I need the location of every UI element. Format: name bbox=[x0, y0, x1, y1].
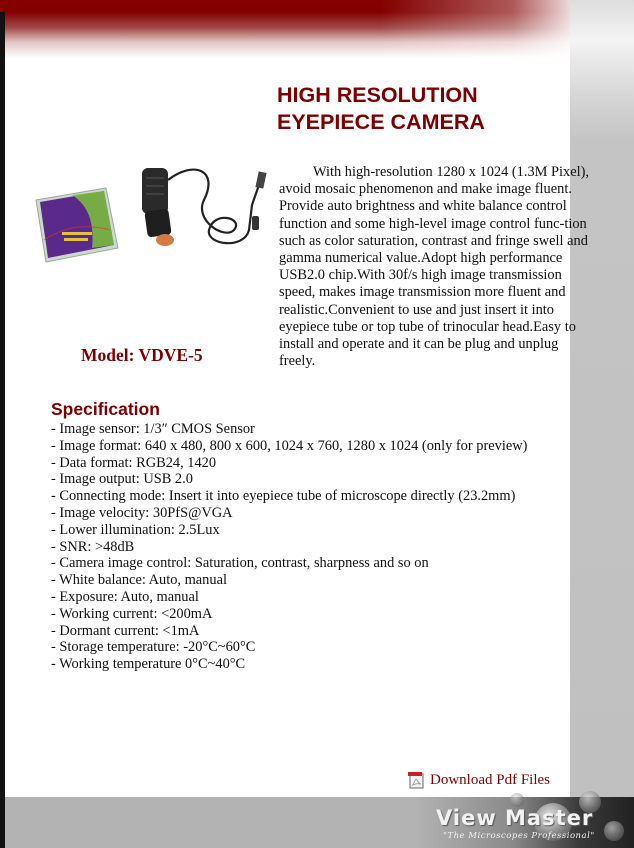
spec-item: - Camera image control: Saturation, contrast, sharpness and so on bbox=[51, 555, 429, 572]
spec-item: - Data format: RGB24, 1420 bbox=[51, 454, 217, 471]
product-image bbox=[34, 160, 274, 280]
spec-item: - Working temperature 0°C~40°C bbox=[51, 656, 246, 673]
spec-item: - Image velocity: 30PfS@VGA bbox=[51, 504, 233, 521]
specification-heading: Specification bbox=[51, 399, 160, 419]
microbe-icon bbox=[510, 793, 524, 807]
model-label: Model: VDVE-5 bbox=[81, 345, 203, 365]
title-line-2: EYEPIECE CAMERA bbox=[277, 110, 485, 134]
spec-item: - Image sensor: 1/3″ CMOS Sensor bbox=[51, 421, 255, 437]
microbe-icon bbox=[604, 821, 624, 841]
brand-logo: View Master bbox=[436, 806, 594, 830]
spec-item: - Dormant current: <1mA bbox=[51, 622, 200, 639]
brand-tagline: "The Microscopes Professional" bbox=[443, 831, 595, 841]
header-gradient-fade bbox=[380, 0, 570, 60]
spec-item: - Image output: USB 2.0 bbox=[51, 471, 193, 488]
title-line-1: HIGH RESOLUTION bbox=[277, 83, 478, 107]
download-pdf-label: Download Pdf Files bbox=[430, 771, 550, 788]
spec-item: - Lower illumination: 2.5Lux bbox=[51, 521, 220, 538]
product-description-text: With high-resolution 1280 x 1024 (1.3M Pixel), avoid mosaic phenomenon and make image fluent. Provide auto brightness and white balance control function and some high-level image control func-tion such as color saturation, contrast and fringe swell and gamma numerical value.Adopt high performance USB2.0 chip.With 30f/s high image transmission speed, makes image transmission more fluent and realistic.Convenient to use and just insert it into eyepiece tube or top tube of trinocular head.Easy to install and operate and it can be plug and unplug freely. bbox=[279, 164, 590, 370]
right-side-panel bbox=[570, 0, 634, 797]
spec-item: - SNR: >48dB bbox=[51, 538, 135, 555]
download-pdf-link[interactable] bbox=[408, 771, 550, 789]
left-border bbox=[0, 12, 5, 848]
software-cd-icon bbox=[36, 188, 118, 262]
product-description bbox=[279, 164, 597, 370]
spec-item: - Storage temperature: -20°C~60°C bbox=[51, 639, 256, 656]
spec-item: - Image format: 640 x 480, 800 x 600, 1024 x 760, 1280 x 1024 (only for preview) bbox=[51, 437, 528, 454]
spec-item: - Exposure: Auto, manual bbox=[51, 588, 199, 605]
spec-item: - Working current: <200mA bbox=[51, 605, 213, 622]
specification-list bbox=[51, 421, 527, 673]
spec-item: - White balance: Auto, manual bbox=[51, 572, 227, 589]
pdf-icon bbox=[408, 771, 426, 789]
page-title bbox=[277, 82, 485, 136]
spec-item: - Connecting mode: Insert it into eyepiece tube of microscope directly (23.2mm) bbox=[51, 488, 516, 505]
